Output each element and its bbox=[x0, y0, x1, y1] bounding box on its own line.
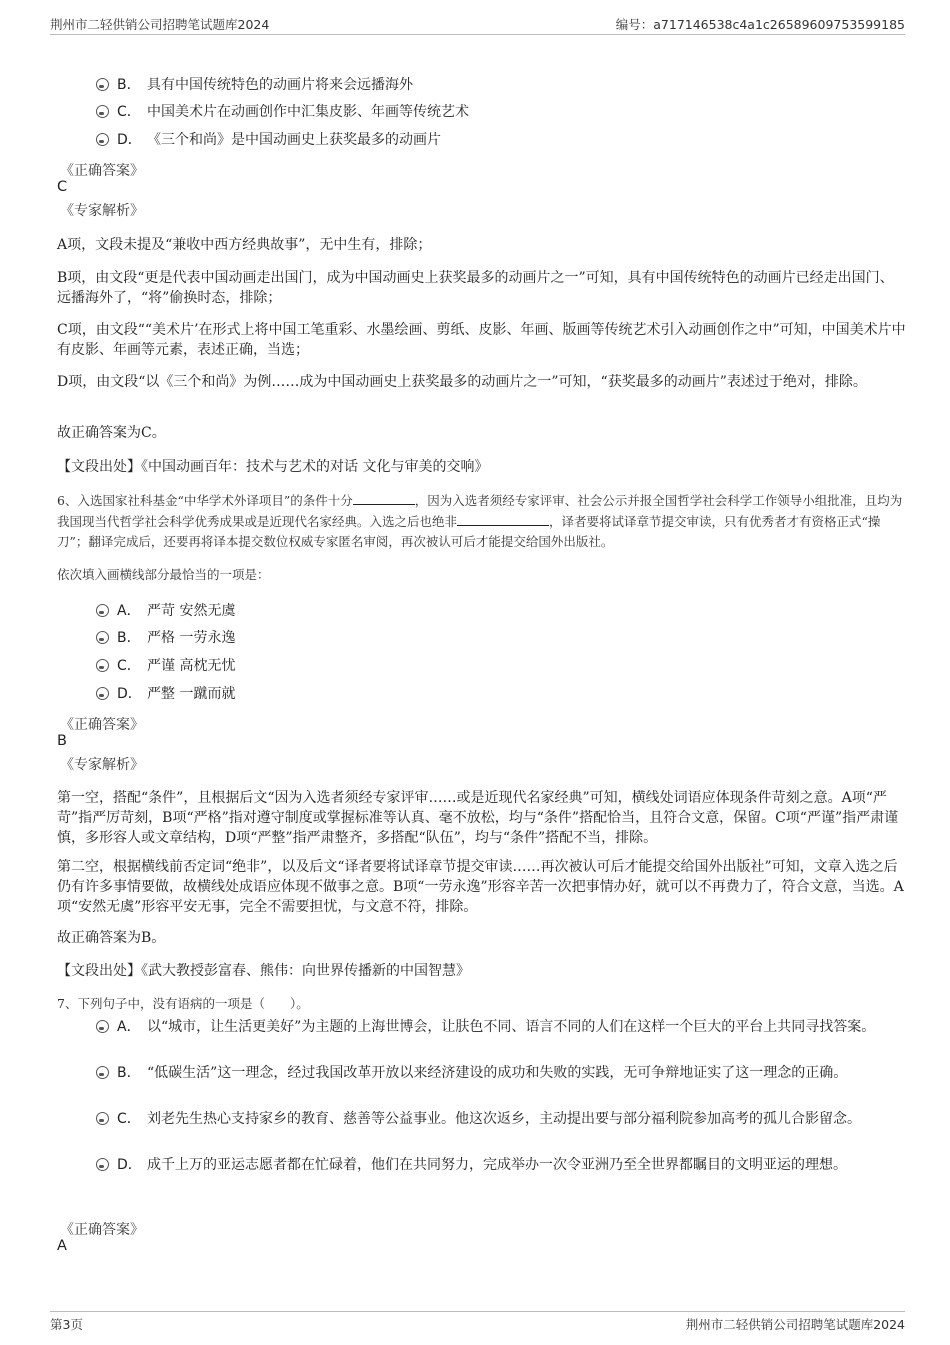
radio-icon[interactable] bbox=[96, 133, 109, 146]
q7-answer: A bbox=[57, 1238, 67, 1254]
q5-option-b[interactable]: B． 具有中国传统特色的动画片将来会远播海外 bbox=[96, 75, 413, 95]
header-title: 荆州市二轻供销公司招聘笔试题库2024 bbox=[50, 17, 270, 32]
q6-analysis-2: 第二空，根据横线前否定词“绝非”，以及后文“译者要将试译章节提交审读……再次被认可后才能提交给国外出版社”可知，文章入选之后仍有许多事情要做，故横线处成语应体现不做事之意。B项“一劳永逸”形容辛苦一次把事情办好，就可以不再费力了，符合文意，当选。A项“安然无虞”形容平安无事，完全不需要担忧，与文意不符，排除。 bbox=[57, 859, 904, 915]
q5-source: 【文段出处】《中国动画百年：技术与艺术的对话 文化与审美的交响》 bbox=[57, 459, 489, 475]
q5-analysis-d: D项，由文段“以《三个和尚》为例……成为中国动画史上获奖最多的动画片之一”可知，“获奖最多的动画片”表述过于绝对，排除。 bbox=[57, 374, 867, 390]
q6-analysis-label: 《专家解析》 bbox=[60, 757, 144, 773]
q5-analysis-b: B项，由文段“更是代表中国动画走出国门，成为中国动画史上获奖最多的动画片之一”可知，具有中国传统特色的动画片已经走出国门、远播海外了，“将”偷换时态，排除； bbox=[57, 270, 894, 306]
q6-answer-label: 《正确答案》 bbox=[60, 717, 144, 733]
q6-analysis-1: 第一空，搭配“条件”，且根据后文“因为入选者须经专家评审……或是近现代名家经典”可知，横线处词语应体现条件苛刻之意。A项“严苛”指严厉苛刻，B项“严格”指对遵守制度或掌握标准等认真、毫不放松，均与“条件”搭配恰当，且符合文意，保留。C项“严谨”指严肃谨慎，多形容人或文章结构，D项“严整”指严肃整齐，多搭配“队伍”，均与“条件”搭配不当，排除。 bbox=[57, 790, 899, 846]
q7-option-c[interactable]: C． 刘老先生热心支持家乡的教育、慈善等公益事业。他这次返乡，主动提出要与部分福利院参加高考的孤儿合影留念。 bbox=[96, 1109, 896, 1129]
radio-icon[interactable] bbox=[96, 78, 109, 91]
radio-icon[interactable] bbox=[96, 1112, 109, 1125]
radio-icon[interactable] bbox=[96, 659, 109, 672]
q6-answer: B bbox=[57, 733, 67, 749]
q5-analysis-label: 《专家解析》 bbox=[60, 203, 144, 219]
page-header bbox=[50, 12, 905, 35]
page-number: 第3页 bbox=[50, 1317, 83, 1332]
q5-conclusion: 故正确答案为C。 bbox=[57, 425, 166, 441]
radio-icon[interactable] bbox=[96, 1020, 109, 1033]
q6-option-c[interactable]: C． 严谨 高枕无忧 bbox=[96, 656, 235, 676]
blank-2 bbox=[457, 511, 549, 526]
q6-stem: 6、入选国家社科基金“中华学术外译项目”的条件十分 ，因为入选者须经专家评审、社会公示并报全国哲学社会科学工作领导小组批准，且均为我国现当代哲学社会科学优秀成果或是近现代名家经典。入选之后也绝非 ，译者要将试译章节提交审读，只有优秀者才有资格正式“操刀”；翻译完成后，还要再将译本提交数位权威专家匿名审阅，再次被认可后才能提交给国外出版社。 bbox=[57, 490, 907, 552]
q5-answer: C bbox=[57, 179, 68, 195]
q5-answer-label: 《正确答案》 bbox=[60, 163, 144, 179]
q6-option-a[interactable]: A． 严苛 安然无虞 bbox=[96, 601, 235, 621]
radio-icon[interactable] bbox=[96, 604, 109, 617]
radio-icon[interactable] bbox=[96, 1158, 109, 1171]
blank-1 bbox=[353, 490, 415, 505]
q5-option-d[interactable]: D． 《三个和尚》是中国动画史上获奖最多的动画片 bbox=[96, 130, 441, 150]
q7-answer-label: 《正确答案》 bbox=[60, 1222, 144, 1238]
radio-icon[interactable] bbox=[96, 105, 109, 118]
q5-option-c[interactable]: C． 中国美术片在动画创作中汇集皮影、年画等传统艺术 bbox=[96, 102, 469, 122]
q5-analysis-c: C项，由文段““美术片’在形式上将中国工笔重彩、水墨绘画、剪纸、皮影、年画、版画等传统艺术引入动画创作之中”可知，中国美术片中有皮影、年画等元素，表述正确，当选； bbox=[57, 322, 906, 358]
q7-option-d[interactable]: D． 成千上万的亚运志愿者都在忙碌着，他们在共同努力，完成举办一次令亚洲乃至全世界都瞩目的文明亚运的理想。 bbox=[96, 1155, 896, 1175]
page-footer bbox=[50, 1311, 905, 1334]
q7-option-b[interactable]: B． “低碳生活”这一理念，经过我国改革开放以来经济建设的成功和失败的实践，无可争辩地证实了这一理念的正确。 bbox=[96, 1063, 896, 1083]
q6-option-d[interactable]: D． 严整 一蹴而就 bbox=[96, 684, 235, 704]
q6-source: 【文段出处】《武大教授彭富春、熊伟：向世界传播新的中国智慧》 bbox=[57, 963, 470, 979]
radio-icon[interactable] bbox=[96, 1066, 109, 1079]
q6-option-b[interactable]: B． 严格 一劳永逸 bbox=[96, 628, 235, 648]
q5-analysis-a: A项，文段未提及“兼收中西方经典故事”，无中生有，排除； bbox=[57, 237, 432, 253]
footer-title: 荆州市二轻供销公司招聘笔试题库2024 bbox=[685, 1317, 905, 1332]
q6-conclusion: 故正确答案为B。 bbox=[57, 930, 166, 946]
header-doc-id: 编号：a717146538c4a1c26589609753599185 bbox=[615, 17, 905, 32]
q7-option-a[interactable]: A． 以“城市，让生活更美好”为主题的上海世博会，让肤色不同、语言不同的人们在这样一个巨大的平台上共同寻找答案。 bbox=[96, 1017, 896, 1037]
radio-icon[interactable] bbox=[96, 631, 109, 644]
radio-icon[interactable] bbox=[96, 687, 109, 700]
q7-stem: 7、下列句子中，没有语病的一项是（ ）。 bbox=[57, 996, 309, 1011]
q6-prompt: 依次填入画横线部分最恰当的一项是： bbox=[57, 567, 270, 582]
